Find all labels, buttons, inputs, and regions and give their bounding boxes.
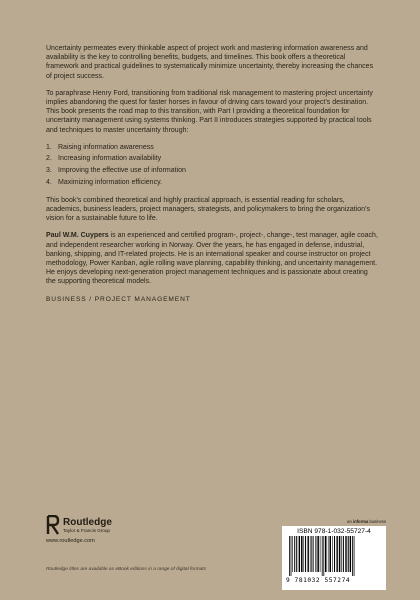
author-bio [46, 231, 378, 286]
barcode-bar [294, 536, 295, 572]
barcode-bar [296, 536, 297, 572]
barcode-bar [348, 536, 349, 572]
barcode-bar [323, 536, 324, 576]
strategy-number: 4. [46, 178, 52, 186]
strategy-text: Raising information awareness [58, 143, 154, 151]
blurb-paragraph-2: To paraphrase Henry Ford, transitioning from traditional risk management to mastering project uncertainty implies abandoning the quest for faster horses in favour of driving cars toward your project’s destination. This book presents the road map to this transition, with Part I providing a theoretical foundation for uncertainty management using systems thinking. Part II introduces strategies supported by practical tools and techniques to master uncertainty through: [46, 89, 373, 134]
barcode-bar [320, 536, 321, 572]
publisher-name: Routledge [63, 516, 112, 528]
routledge-logo-icon [46, 515, 60, 535]
strategy-item [46, 166, 378, 175]
ebook-note: Routledge titles are available as eBook editions in a range of digital formats [46, 567, 206, 572]
barcode-bar [336, 536, 337, 572]
barcode-bar [343, 536, 344, 572]
brand-suffix: business [368, 519, 386, 524]
publisher-wordmark [63, 518, 112, 533]
strategy-text: Increasing information availability [58, 155, 162, 163]
barcode-bar [299, 536, 300, 572]
barcode-bar [308, 536, 309, 572]
barcode-bar [330, 536, 332, 572]
author-name: Paul W.M. Cuypers [46, 232, 109, 240]
strategy-text: Maximizing information efficiency. [58, 178, 163, 186]
strategy-item [46, 154, 378, 163]
brand-name: informa [352, 519, 369, 524]
publisher-url: www.routledge.com [46, 538, 95, 544]
subject-category: BUSINESS / PROJECT MANAGEMENT [46, 295, 191, 303]
strategy-text: Improving the effective use of information [58, 167, 186, 175]
barcode-bar [328, 536, 329, 572]
publisher-tagline: Taylor & Francis Group [63, 527, 110, 533]
strategy-number: 1. [46, 143, 52, 151]
strategy-list [46, 143, 378, 187]
isbn-block [282, 519, 386, 590]
barcode-bar [350, 536, 351, 572]
barcode-digits: 9 781032 557274 [286, 577, 351, 584]
barcode-bar [311, 536, 312, 572]
publisher-block [46, 515, 206, 544]
barcode-bar [339, 536, 341, 572]
barcode-bar [341, 536, 342, 572]
barcode-bar [317, 536, 319, 572]
barcode-bar [305, 536, 306, 572]
barcode-panel [282, 526, 386, 590]
barcode-bars [286, 536, 382, 576]
isbn-label: ISBN 978-1-032-55727-4 [297, 528, 371, 535]
barcode-bar [292, 536, 293, 572]
publisher-logo [46, 515, 206, 535]
strategy-item [46, 143, 378, 152]
strategy-item [46, 178, 378, 187]
barcode-bar [313, 536, 314, 572]
barcode-bar [332, 536, 333, 572]
barcode-bar [310, 536, 311, 572]
barcode-bar [301, 536, 303, 572]
barcode-bar [334, 536, 335, 572]
blurb-paragraph-1: Uncertainty permeates every thinkable aspect of project work and mastering information awareness and availability is the key to controlling benefits, budgets, and timelines. This book offers a theoretical framework and practical guidelines to systematically minimize uncertainty, thereby increasing the chances of project success. [46, 45, 374, 80]
author-bio-text: is an experienced and certified program-, project-, change-, test manager, agile coach, and independent researcher working in Norway. Over the years, he has engaged in defense, industrial, banking, shipping, and IT-related projects. He is an international speaker and course instructor on project methodology, Power Kanban, agile rolling wave planning, capability thinking, and uncertainty management. He enjoys developing next-generation project management techniques and is passionate about creating the supporting theoretical models. [46, 232, 378, 286]
informa-brand [282, 519, 386, 524]
barcode-bar [322, 536, 323, 576]
barcode-bar [291, 536, 292, 576]
blurb-paragraph-3: This book’s combined theoretical and highly practical approach, is essential reading for scholars, academics, business leaders, project managers, strategists, and policymakers to bring the organization’s vision for a sustainable future to life. [46, 196, 370, 223]
barcode-bar [289, 536, 290, 576]
barcode-bar [315, 536, 316, 572]
cover-text-block [46, 44, 378, 304]
barcode-bar [325, 536, 327, 572]
barcode-bar [352, 536, 353, 576]
strategy-number: 3. [46, 167, 52, 175]
barcode-bar [345, 536, 346, 572]
barcode-bar [303, 536, 304, 572]
strategy-number: 2. [46, 155, 52, 163]
brand-prefix: an [347, 519, 353, 524]
barcode-bar [354, 536, 355, 576]
